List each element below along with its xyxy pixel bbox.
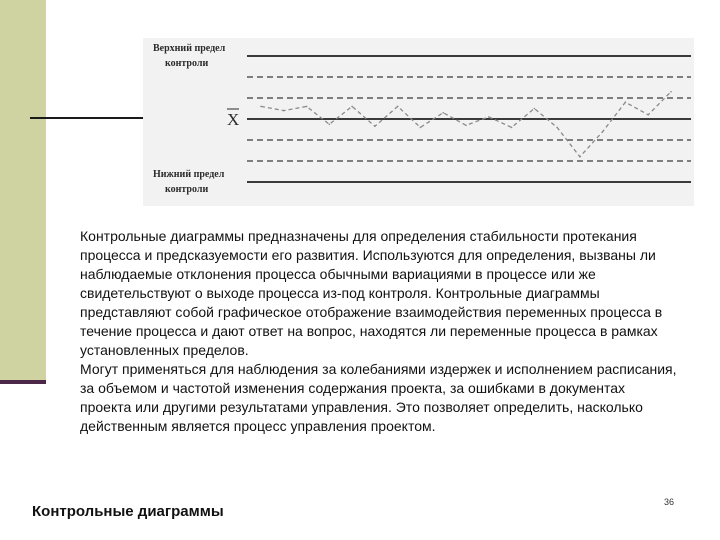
process-point — [329, 124, 331, 126]
process-point — [602, 131, 604, 133]
process-point — [625, 101, 627, 103]
process-point — [420, 127, 422, 129]
process-series-points — [260, 91, 672, 158]
process-point — [511, 127, 513, 129]
process-point — [351, 106, 353, 108]
reference-lines — [247, 56, 691, 182]
side-decor-rule — [0, 380, 46, 384]
process-point — [306, 106, 308, 108]
process-point — [442, 112, 444, 114]
control-chart — [143, 38, 694, 206]
upper-limit-label-line2: контроли — [165, 58, 209, 69]
page-number: 36 — [664, 497, 675, 507]
process-point — [283, 110, 285, 112]
process-point — [556, 127, 558, 129]
process-point — [579, 156, 581, 158]
process-point — [670, 91, 672, 93]
process-point — [260, 106, 262, 108]
process-point — [397, 106, 399, 108]
process-point — [534, 108, 536, 110]
process-point — [374, 126, 376, 128]
center-line-label: X — [227, 110, 240, 129]
paragraph-purpose: Контрольные диаграммы предназначены для определения стабильности протекания процесса и предсказуемости его развития. Используются для определения, вызваны ли наблюдаемые отклонения процесса обычными вариациями в процессе или же свидетельствуют о выходе процесса из-под контроля. Контрольные диаграммы представляют собой графическое отображение взаимодействия переменных процесса в течение процесса и дают ответ на вопрос, находятся ли переменные процесса в рамках установленных пределов. — [80, 228, 663, 358]
body-text — [80, 227, 680, 436]
header-rule — [30, 117, 145, 119]
paragraph-applications: Могут применяться для наблюдения за колебаниями издержек и исполнением расписания, за объемом и частотой изменения содержания проекта, за ошибками в документах проекта или другими результатами управления. Это позволяет определить, насколько действенным является процесс управления проектом. — [80, 361, 677, 434]
process-point — [488, 116, 490, 118]
side-decor-panel — [0, 0, 46, 382]
upper-limit-label-line1: Верхний предел — [153, 43, 226, 54]
lower-limit-label-line2: контроли — [165, 184, 209, 195]
process-series-line — [261, 92, 671, 157]
slide-title: Контрольные диаграммы — [32, 503, 224, 520]
process-point — [465, 125, 467, 127]
control-chart-svg — [143, 38, 694, 206]
lower-limit-label-line1: Нижний предел — [153, 169, 225, 180]
process-point — [647, 114, 649, 116]
